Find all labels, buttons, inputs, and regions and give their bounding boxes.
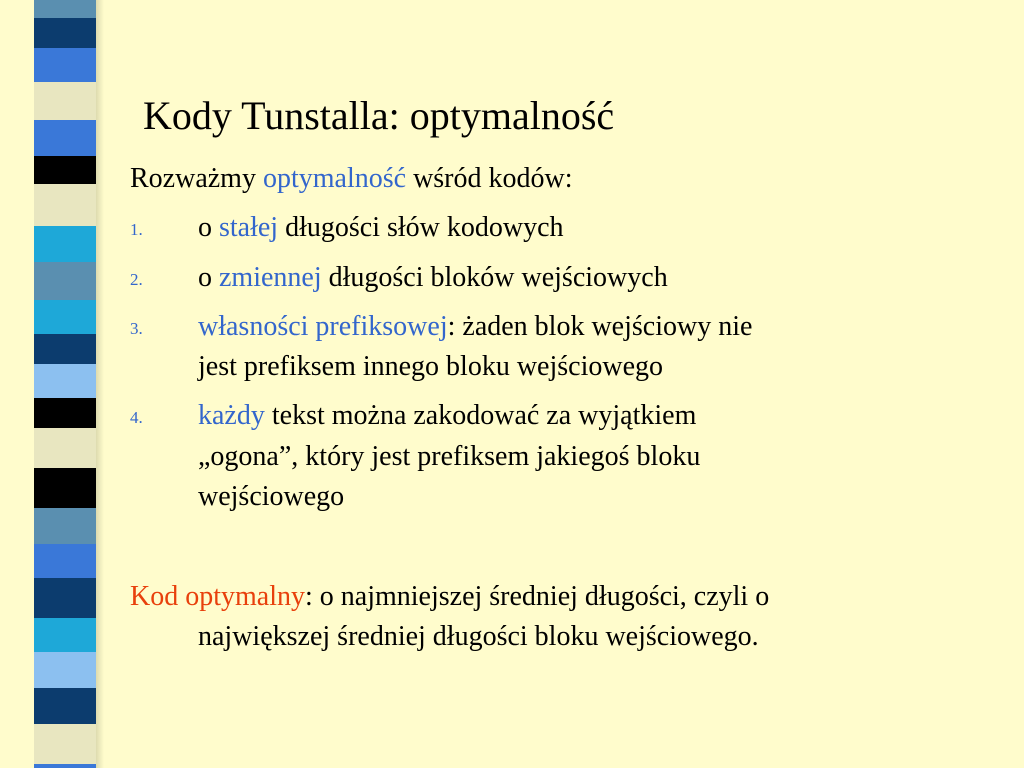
list-item-4-suffix: tekst można zakodować za wyjątkiem — [264, 400, 697, 431]
stripe-segment — [34, 184, 96, 226]
stripe-segment — [34, 334, 96, 364]
intro-suffix: wśród kodów: — [406, 163, 573, 194]
intro-highlight: optymalność — [262, 163, 407, 194]
stripe-segment — [34, 468, 96, 508]
stripe-segment — [34, 300, 96, 334]
stripe-segment — [34, 156, 96, 184]
stripe-segment — [34, 578, 96, 618]
list-item-3-suffix: : żaden blok wejściowy nie — [447, 311, 753, 342]
stripe-segment — [34, 428, 96, 468]
stripe-segment — [34, 262, 96, 300]
stripe-segment — [34, 398, 96, 428]
stripe-segment — [34, 0, 96, 18]
list-item-1-line-1 — [198, 208, 564, 248]
list-item-2-prefix: o — [198, 262, 219, 293]
stripe-segment — [34, 618, 96, 652]
list-item-4-line-1 — [198, 396, 696, 436]
list-item-2-number: 2. — [130, 270, 143, 289]
list-item-4-highlight: każdy — [198, 400, 265, 431]
list-item-3-line-1 — [198, 307, 752, 347]
stripe-segment — [34, 226, 96, 262]
conclusion-line-2: największej średniej długości bloku wejściowego. — [198, 621, 759, 652]
stripe-segment — [34, 120, 96, 156]
decorative-stripe-bar — [34, 0, 96, 768]
list-item-1-suffix: długości słów kodowych — [278, 212, 564, 243]
list-item-2-highlight: zmiennej — [219, 262, 322, 293]
list-item-1-highlight: stałej — [219, 212, 279, 243]
list-item-4-line-2: „ogona”, który jest prefiksem jakiegoś bloku — [198, 441, 701, 472]
conclusion-line-1 — [130, 577, 769, 617]
slide-title: Kody Tunstalla: optymalność — [143, 93, 615, 138]
list-item-2-line-1 — [198, 258, 668, 298]
list-item-1-prefix: o — [198, 212, 219, 243]
list-item-3-highlight: własności prefiksowej — [198, 311, 448, 342]
stripe-segment — [34, 764, 96, 768]
list-item-3-number: 3. — [130, 319, 143, 338]
list-item-1-number: 1. — [130, 220, 143, 239]
stripe-segment — [34, 724, 96, 764]
stripe-segment — [34, 364, 96, 398]
stripe-segment — [34, 82, 96, 120]
conclusion-highlight: Kod optymalny — [130, 581, 305, 612]
stripe-shadow — [96, 0, 104, 768]
list-item-4-number: 4. — [130, 408, 143, 427]
conclusion-text-1: : o najmniejszej średniej długości, czyli o — [305, 581, 770, 612]
stripe-segment — [34, 544, 96, 578]
intro-prefix: Rozważmy — [130, 163, 263, 194]
stripe-segment — [34, 652, 96, 688]
list-item-3-line-2: jest prefiksem innego bloku wejściowego — [198, 351, 664, 382]
stripe-segment — [34, 18, 96, 48]
list-item-2-suffix: długości bloków wejściowych — [321, 262, 668, 293]
intro-line — [130, 159, 573, 199]
stripe-segment — [34, 688, 96, 724]
list-item-4-line-3: wejściowego — [198, 481, 345, 512]
stripe-segment — [34, 48, 96, 82]
stripe-segment — [34, 508, 96, 544]
